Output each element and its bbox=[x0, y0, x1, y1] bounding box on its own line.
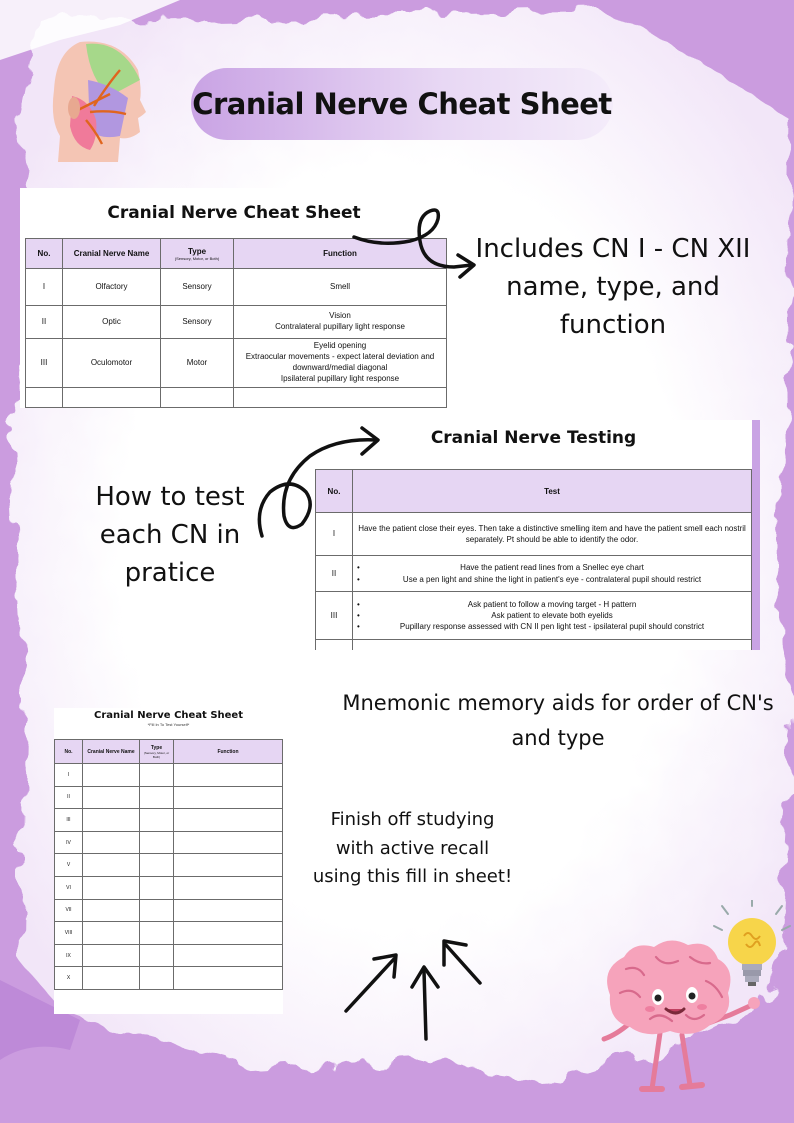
test-line: • Ask patient to elevate both eyelids bbox=[357, 610, 747, 621]
test-line: • Use a pen light and shine the light in patient's eye - contralateral pupil should restrict bbox=[357, 574, 747, 585]
row-function bbox=[234, 339, 447, 388]
row-test bbox=[353, 556, 752, 592]
header-test: Test bbox=[353, 470, 752, 513]
sheet-subtitle: *Fill In To Test Yourself* bbox=[147, 722, 190, 727]
function-line: Ipsilateral pupillary light response bbox=[280, 373, 400, 383]
sheet-edge bbox=[752, 420, 760, 650]
row-no: III bbox=[55, 809, 83, 832]
table-row bbox=[55, 854, 283, 877]
function-line: Eyelid opening bbox=[313, 341, 367, 351]
table-row bbox=[55, 876, 283, 899]
row-no: III bbox=[26, 339, 63, 388]
table-row bbox=[55, 786, 283, 809]
header-name: Cranial Nerve Name bbox=[63, 239, 161, 269]
header-type-sub: (Sensory, Motor, or Both) bbox=[174, 255, 220, 261]
row-no: VII bbox=[55, 899, 83, 922]
header-type-label: Type bbox=[187, 246, 207, 256]
row-no: I bbox=[55, 764, 83, 787]
table-row bbox=[316, 592, 752, 640]
table-row bbox=[55, 944, 283, 967]
header-no: No. bbox=[55, 740, 83, 764]
row-no: I bbox=[26, 269, 63, 306]
row-test bbox=[353, 513, 752, 556]
function-line: Smell bbox=[329, 281, 350, 291]
row-no: X bbox=[55, 967, 83, 990]
test-line: • Ask patient to follow a moving target - H pattern bbox=[357, 599, 747, 610]
up-arrow-icon bbox=[340, 935, 490, 1045]
title-banner bbox=[191, 68, 613, 140]
row-no: VI bbox=[55, 876, 83, 899]
fill-in-table bbox=[54, 739, 283, 990]
header-type-label: Type bbox=[150, 744, 163, 751]
header-function: Function bbox=[234, 239, 447, 269]
row-no: VIII bbox=[55, 922, 83, 945]
sheet-title: Cranial Nerve Cheat Sheet bbox=[93, 710, 243, 721]
header-no: No. bbox=[316, 470, 353, 513]
header-no: No. bbox=[26, 239, 63, 269]
test-line: • Have the patient read lines from a Snellec eye chart bbox=[357, 562, 747, 573]
row-no: IV bbox=[55, 831, 83, 854]
table-row bbox=[26, 306, 447, 339]
callout-mnemonic: Mnemonic memory aids for order of CN's and type bbox=[342, 691, 774, 750]
table-row bbox=[316, 556, 752, 592]
page-title: Cranial Nerve Cheat Sheet bbox=[192, 87, 612, 121]
table-row bbox=[55, 967, 283, 990]
test-line: Have the patient close their eyes. Then take a distinctive smelling item and have the patient smell each nostril separately. Pt should be able to identify the odor. bbox=[358, 523, 746, 544]
loop-arrow-icon bbox=[250, 420, 390, 540]
callout-how-to-test: How to test each CN in pratice bbox=[95, 482, 245, 588]
table-row bbox=[55, 922, 283, 945]
row-no: II bbox=[26, 306, 63, 339]
head-nerve-icon bbox=[50, 40, 150, 165]
function-line: Vision bbox=[329, 311, 351, 321]
table-row bbox=[26, 388, 447, 408]
table-row bbox=[316, 640, 752, 651]
sheet-title: Cranial Nerve Testing bbox=[430, 428, 637, 448]
test-line: • Pupillary response assessed with CN II pen light test - ipsilateral pupil should constrict bbox=[357, 621, 747, 632]
header-name: Cranial Nerve Name bbox=[83, 740, 140, 764]
function-line: Contralateral pupillary light response bbox=[275, 322, 405, 331]
row-name: Oculomotor bbox=[63, 339, 161, 388]
header-type-sub: (Sensory, Motor, or Both) bbox=[143, 750, 170, 759]
header-type bbox=[161, 239, 234, 269]
header-function: Function bbox=[174, 740, 283, 764]
brain-mascot-icon bbox=[590, 935, 770, 1095]
row-no: III bbox=[316, 592, 353, 640]
row-name: Olfactory bbox=[63, 269, 161, 306]
table-row bbox=[26, 339, 447, 388]
table-header-row bbox=[55, 740, 283, 764]
function-line: Extraocular movements - expect lateral deviation and downward/medial diagonal bbox=[245, 352, 435, 372]
row-type: Motor bbox=[161, 339, 234, 388]
sheet-title: Cranial Nerve Cheat Sheet bbox=[107, 203, 361, 223]
row-no: II bbox=[316, 556, 353, 592]
row-function bbox=[234, 306, 447, 339]
table-row bbox=[55, 809, 283, 832]
row-type: Sensory bbox=[161, 269, 234, 306]
table-row bbox=[55, 831, 283, 854]
row-name: Optic bbox=[63, 306, 161, 339]
row-test bbox=[353, 592, 752, 640]
row-no: II bbox=[55, 786, 83, 809]
row-no: IX bbox=[55, 944, 83, 967]
table-row bbox=[55, 899, 283, 922]
loop-arrow-icon bbox=[350, 205, 480, 280]
table-row bbox=[55, 764, 283, 787]
fill-in-sheet-preview bbox=[54, 708, 283, 1014]
callout-includes: Includes CN I - CN XII name, type, and function bbox=[475, 234, 751, 340]
callout-finish: Finish off studying with active recall using this fill in sheet! bbox=[312, 809, 513, 887]
row-no: I bbox=[316, 513, 353, 556]
header-type bbox=[140, 740, 174, 764]
row-type: Sensory bbox=[161, 306, 234, 339]
row-no: V bbox=[55, 854, 83, 877]
